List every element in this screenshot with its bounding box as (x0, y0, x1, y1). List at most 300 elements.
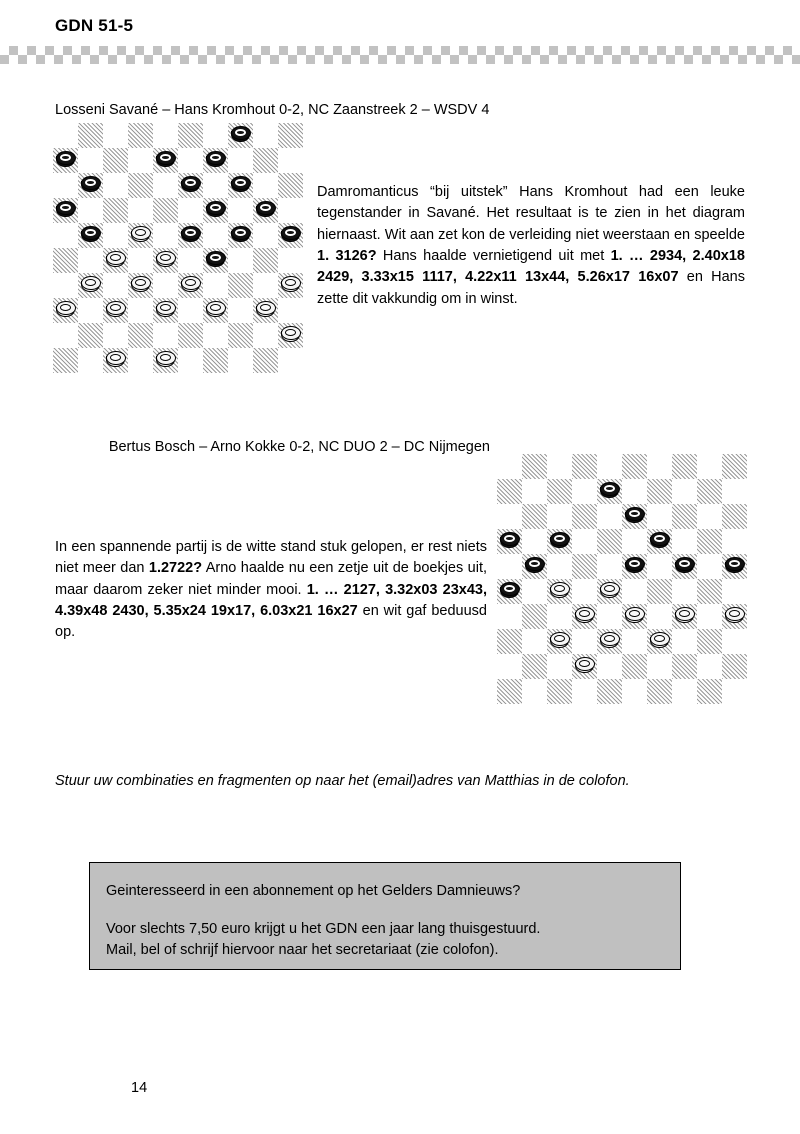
game1-caption: Losseni Savané – Hans Kromhout 0-2, NC Zaanstreek 2 – WSDV 4 (55, 102, 490, 118)
piece-ring (185, 229, 196, 236)
board-square-light (672, 529, 697, 554)
board-square-dark (547, 579, 572, 604)
board-square-light (722, 529, 747, 554)
board-square-light (128, 348, 153, 373)
paragraph-text: Hans haalde vernietigend uit met (376, 247, 611, 264)
black-piece-icon (625, 507, 645, 525)
move-notation: 1.2722? (148, 560, 203, 577)
piece-ring (135, 229, 146, 236)
move-notation: 1. 3126? (317, 247, 377, 264)
black-piece-icon (206, 151, 226, 169)
board-square-light (497, 554, 522, 579)
board-square-light (647, 654, 672, 679)
board-square-dark (722, 654, 747, 679)
board-square-dark (178, 323, 203, 348)
white-piece-icon (600, 632, 620, 650)
board-square-dark (572, 554, 597, 579)
white-piece-icon (106, 251, 126, 269)
move-notation: 1. … 2127, 3.32x03 23x43, 4.39x48 2430, 5.35x24 19x17, 6.03x21 16x27 (55, 581, 487, 619)
board-square-dark (278, 323, 303, 348)
piece-ring (260, 304, 271, 311)
board-square-dark (53, 248, 78, 273)
piece-ring (629, 560, 640, 567)
board-square-dark (522, 654, 547, 679)
board-square-light (278, 148, 303, 173)
board-square-light (253, 173, 278, 198)
white-piece-icon (675, 607, 695, 625)
piece-ring (285, 229, 296, 236)
board-square-dark (178, 173, 203, 198)
board-square-dark (253, 298, 278, 323)
paragraph-text: In een spannende partij is de witte stand stuk gelopen, er rest niets niet meer dan (55, 539, 487, 577)
black-piece-icon (600, 482, 620, 500)
black-piece-icon (231, 126, 251, 144)
piece-ring (679, 560, 690, 567)
board-square-light (622, 679, 647, 704)
white-piece-icon (131, 226, 151, 244)
board-square-light (53, 123, 78, 148)
board-square-light (203, 123, 228, 148)
piece-ring (110, 254, 121, 261)
board-square-dark (722, 604, 747, 629)
piece-ring (210, 304, 221, 311)
piece-ring (679, 610, 690, 617)
board-square-dark (647, 479, 672, 504)
piece-ring (235, 129, 246, 136)
black-piece-icon (81, 226, 101, 244)
board-square-light (547, 504, 572, 529)
board-square-light (597, 604, 622, 629)
board-square-dark (53, 198, 78, 223)
board-square-light (203, 323, 228, 348)
board-square-dark (547, 679, 572, 704)
white-piece-icon (625, 607, 645, 625)
board-square-light (278, 298, 303, 323)
board-square-light (253, 323, 278, 348)
white-piece-icon (56, 301, 76, 319)
white-piece-icon (600, 582, 620, 600)
board-square-dark (497, 629, 522, 654)
piece-ring (554, 635, 565, 642)
board-square-dark (647, 679, 672, 704)
board-square-dark (128, 123, 153, 148)
board-square-dark (203, 248, 228, 273)
board-square-dark (647, 579, 672, 604)
board-square-dark (497, 529, 522, 554)
piece-ring (160, 304, 171, 311)
piece-ring (160, 254, 171, 261)
black-piece-icon (81, 176, 101, 194)
black-piece-icon (625, 557, 645, 575)
board-square-dark (178, 223, 203, 248)
board-square-dark (672, 504, 697, 529)
piece-ring (629, 510, 640, 517)
board-square-light (153, 273, 178, 298)
board-square-dark (622, 654, 647, 679)
game1-analysis-text (317, 182, 745, 310)
board-square-dark (697, 479, 722, 504)
submission-note: Stuur uw combinaties en fragmenten op naar het (email)adres van Matthias in de colofon. (55, 773, 630, 789)
board-square-light (622, 629, 647, 654)
white-piece-icon (131, 276, 151, 294)
board-square-light (228, 198, 253, 223)
board-square-light (697, 604, 722, 629)
draughts-board-game1 (53, 123, 303, 373)
board-square-dark (203, 348, 228, 373)
paragraph-text: Damromanticus “bij uitstek” Hans Kromhout had een leuke tegenstander in Savané. Het resultaat is te zien in het diagram hiernaast. Wit aan zet kon de verleiding niet weerstaan en speelde (317, 184, 745, 243)
board-square-light (78, 248, 103, 273)
black-piece-icon (725, 557, 745, 575)
board-square-light (497, 604, 522, 629)
piece-ring (110, 354, 121, 361)
black-piece-icon (206, 201, 226, 219)
board-square-dark (153, 198, 178, 223)
piece-ring (85, 179, 96, 186)
black-piece-icon (206, 251, 226, 269)
white-piece-icon (156, 351, 176, 369)
board-square-light (547, 554, 572, 579)
board-square-dark (497, 679, 522, 704)
board-square-light (153, 173, 178, 198)
board-square-dark (278, 123, 303, 148)
piece-ring (285, 329, 296, 336)
board-square-light (572, 529, 597, 554)
board-square-dark (53, 298, 78, 323)
white-piece-icon (256, 301, 276, 319)
board-square-light (53, 173, 78, 198)
piece-ring (285, 279, 296, 286)
draughts-board-game2 (497, 454, 747, 704)
white-piece-icon (181, 276, 201, 294)
board-square-dark (103, 298, 128, 323)
board-square-light (178, 148, 203, 173)
piece-ring (729, 610, 740, 617)
board-square-light (228, 298, 253, 323)
paragraph-text: en Hans zette dit vakkundig om in winst. (317, 269, 745, 307)
black-piece-icon (650, 532, 670, 550)
board-square-light (228, 248, 253, 273)
white-piece-icon (575, 607, 595, 625)
board-square-light (103, 173, 128, 198)
piece-ring (604, 485, 615, 492)
board-square-dark (547, 629, 572, 654)
promo-line-3: Mail, bel of schrijf hiervoor naar het secretariaat (zie colofon). (106, 942, 499, 959)
board-square-dark (78, 323, 103, 348)
board-square-dark (153, 348, 178, 373)
paragraph-text: Arno haalde nu een zetje uit de boekjes uit, maar daarom zeker niet minder mooi. (55, 560, 488, 598)
board-square-dark (697, 529, 722, 554)
board-square-light (53, 323, 78, 348)
board-square-dark (53, 348, 78, 373)
board-square-light (203, 223, 228, 248)
black-piece-icon (281, 226, 301, 244)
board-square-dark (672, 554, 697, 579)
board-square-light (203, 273, 228, 298)
board-square-light (597, 454, 622, 479)
piece-ring (210, 154, 221, 161)
piece-ring (504, 585, 515, 592)
subscription-promo-box (89, 862, 681, 970)
board-square-light (597, 554, 622, 579)
board-square-dark (622, 504, 647, 529)
board-square-light (572, 679, 597, 704)
board-square-dark (572, 604, 597, 629)
board-square-light (572, 579, 597, 604)
board-square-light (622, 579, 647, 604)
board-square-light (697, 454, 722, 479)
board-square-light (597, 504, 622, 529)
board-square-light (522, 679, 547, 704)
board-square-dark (522, 554, 547, 579)
piece-ring (110, 304, 121, 311)
board-square-light (178, 198, 203, 223)
piece-ring (160, 354, 171, 361)
board-square-dark (153, 248, 178, 273)
board-square-light (622, 479, 647, 504)
piece-ring (185, 279, 196, 286)
promo-line-1: Geinteresseerd in een abonnement op het Gelders Damnieuws? (106, 883, 521, 899)
board-square-dark (228, 223, 253, 248)
black-piece-icon (56, 201, 76, 219)
piece-ring (185, 179, 196, 186)
board-square-dark (572, 454, 597, 479)
board-square-dark (522, 604, 547, 629)
board-square-dark (153, 148, 178, 173)
board-square-light (547, 654, 572, 679)
board-square-dark (128, 323, 153, 348)
board-square-light (128, 298, 153, 323)
game2-caption: Bertus Bosch – Arno Kokke 0-2, NC DUO 2 – DC Nijmegen (108, 439, 490, 455)
board-square-dark (497, 479, 522, 504)
board-square-light (647, 554, 672, 579)
white-piece-icon (281, 276, 301, 294)
board-square-dark (203, 198, 228, 223)
board-square-dark (253, 248, 278, 273)
board-square-dark (522, 454, 547, 479)
piece-ring (504, 535, 515, 542)
piece-ring (160, 154, 171, 161)
board-square-light (53, 273, 78, 298)
board-square-dark (672, 454, 697, 479)
board-square-light (572, 479, 597, 504)
board-square-light (178, 298, 203, 323)
board-square-light (278, 198, 303, 223)
piece-ring (654, 635, 665, 642)
white-piece-icon (281, 326, 301, 344)
board-square-light (697, 504, 722, 529)
black-piece-icon (156, 151, 176, 169)
board-square-dark (153, 298, 178, 323)
piece-ring (135, 279, 146, 286)
board-square-light (78, 298, 103, 323)
black-piece-icon (525, 557, 545, 575)
board-square-dark (622, 554, 647, 579)
board-square-light (253, 273, 278, 298)
board-square-dark (672, 604, 697, 629)
board-square-dark (103, 348, 128, 373)
board-square-dark (253, 198, 278, 223)
board-square-light (103, 323, 128, 348)
board-square-dark (722, 504, 747, 529)
board-square-light (128, 198, 153, 223)
board-square-dark (597, 629, 622, 654)
board-square-dark (203, 298, 228, 323)
board-square-light (722, 679, 747, 704)
piece-ring (60, 154, 71, 161)
board-square-light (103, 223, 128, 248)
board-square-dark (647, 629, 672, 654)
board-square-light (78, 198, 103, 223)
board-square-light (153, 123, 178, 148)
board-square-dark (278, 223, 303, 248)
board-square-dark (672, 654, 697, 679)
board-square-light (253, 123, 278, 148)
board-square-light (497, 654, 522, 679)
board-square-dark (78, 273, 103, 298)
piece-ring (235, 179, 246, 186)
board-square-dark (128, 173, 153, 198)
white-piece-icon (206, 301, 226, 319)
board-square-light (547, 454, 572, 479)
board-square-light (522, 629, 547, 654)
board-square-light (53, 223, 78, 248)
black-piece-icon (550, 532, 570, 550)
piece-ring (210, 204, 221, 211)
board-square-dark (597, 479, 622, 504)
board-square-light (153, 323, 178, 348)
white-piece-icon (156, 251, 176, 269)
board-square-dark (278, 273, 303, 298)
board-square-light (497, 504, 522, 529)
board-square-light (497, 454, 522, 479)
board-square-dark (622, 454, 647, 479)
piece-ring (654, 535, 665, 542)
promo-line-2: Voor slechts 7,50 euro krijgt u het GDN een jaar lang thuisgestuurd. (106, 921, 541, 938)
black-piece-icon (231, 176, 251, 194)
board-square-light (647, 604, 672, 629)
black-piece-icon (231, 226, 251, 244)
board-square-light (697, 554, 722, 579)
board-square-dark (597, 579, 622, 604)
board-square-dark (203, 148, 228, 173)
board-square-dark (572, 654, 597, 679)
white-piece-icon (156, 301, 176, 319)
board-square-dark (722, 454, 747, 479)
board-square-light (78, 348, 103, 373)
piece-ring (579, 610, 590, 617)
white-piece-icon (725, 607, 745, 625)
game2-analysis-text (55, 537, 487, 644)
piece-ring (260, 204, 271, 211)
board-square-light (103, 123, 128, 148)
board-square-light (672, 679, 697, 704)
board-square-dark (647, 529, 672, 554)
checkered-band-icon (0, 46, 800, 64)
black-piece-icon (56, 151, 76, 169)
board-square-dark (278, 173, 303, 198)
board-square-light (522, 529, 547, 554)
black-piece-icon (181, 226, 201, 244)
page-number: 14 (131, 1080, 148, 1096)
board-square-light (722, 479, 747, 504)
board-square-light (128, 248, 153, 273)
board-square-light (203, 173, 228, 198)
board-square-dark (253, 148, 278, 173)
piece-ring (60, 204, 71, 211)
board-square-dark (103, 148, 128, 173)
white-piece-icon (575, 657, 595, 675)
move-notation: 1. … 2934, 2.40x18 2429, 3.33x15 1117, 4.22x11 13x44, 5.26x17 16x07 (317, 247, 745, 286)
paragraph-text: en wit gaf beduusd op. (55, 602, 487, 641)
promo-spacer (106, 902, 664, 919)
white-piece-icon (81, 276, 101, 294)
board-square-dark (178, 273, 203, 298)
board-square-light (178, 348, 203, 373)
board-square-dark (103, 248, 128, 273)
board-square-light (153, 223, 178, 248)
board-square-light (722, 629, 747, 654)
piece-ring (604, 635, 615, 642)
piece-ring (604, 585, 615, 592)
board-square-dark (78, 173, 103, 198)
piece-ring (85, 279, 96, 286)
black-piece-icon (256, 201, 276, 219)
board-square-dark (572, 504, 597, 529)
black-piece-icon (500, 582, 520, 600)
board-square-dark (228, 123, 253, 148)
board-square-light (647, 504, 672, 529)
board-square-dark (547, 479, 572, 504)
board-square-dark (53, 148, 78, 173)
piece-ring (235, 229, 246, 236)
board-square-light (278, 248, 303, 273)
board-square-light (697, 654, 722, 679)
board-square-light (522, 479, 547, 504)
piece-ring (60, 304, 71, 311)
board-square-light (78, 148, 103, 173)
board-square-light (253, 223, 278, 248)
board-square-dark (128, 223, 153, 248)
board-square-dark (722, 554, 747, 579)
board-square-dark (497, 579, 522, 604)
board-square-dark (547, 529, 572, 554)
board-square-light (722, 579, 747, 604)
board-square-dark (697, 629, 722, 654)
piece-ring (85, 229, 96, 236)
board-square-light (103, 273, 128, 298)
board-square-light (572, 629, 597, 654)
board-square-dark (178, 123, 203, 148)
board-square-light (278, 348, 303, 373)
board-square-dark (697, 679, 722, 704)
board-square-dark (228, 273, 253, 298)
board-square-light (647, 454, 672, 479)
white-piece-icon (550, 632, 570, 650)
white-piece-icon (650, 632, 670, 650)
board-square-dark (228, 173, 253, 198)
board-square-light (547, 604, 572, 629)
board-square-light (228, 348, 253, 373)
piece-ring (729, 560, 740, 567)
black-piece-icon (675, 557, 695, 575)
board-square-dark (78, 223, 103, 248)
board-square-dark (622, 604, 647, 629)
board-square-dark (597, 529, 622, 554)
board-square-light (178, 248, 203, 273)
board-square-light (672, 629, 697, 654)
board-square-light (522, 579, 547, 604)
board-square-dark (597, 679, 622, 704)
